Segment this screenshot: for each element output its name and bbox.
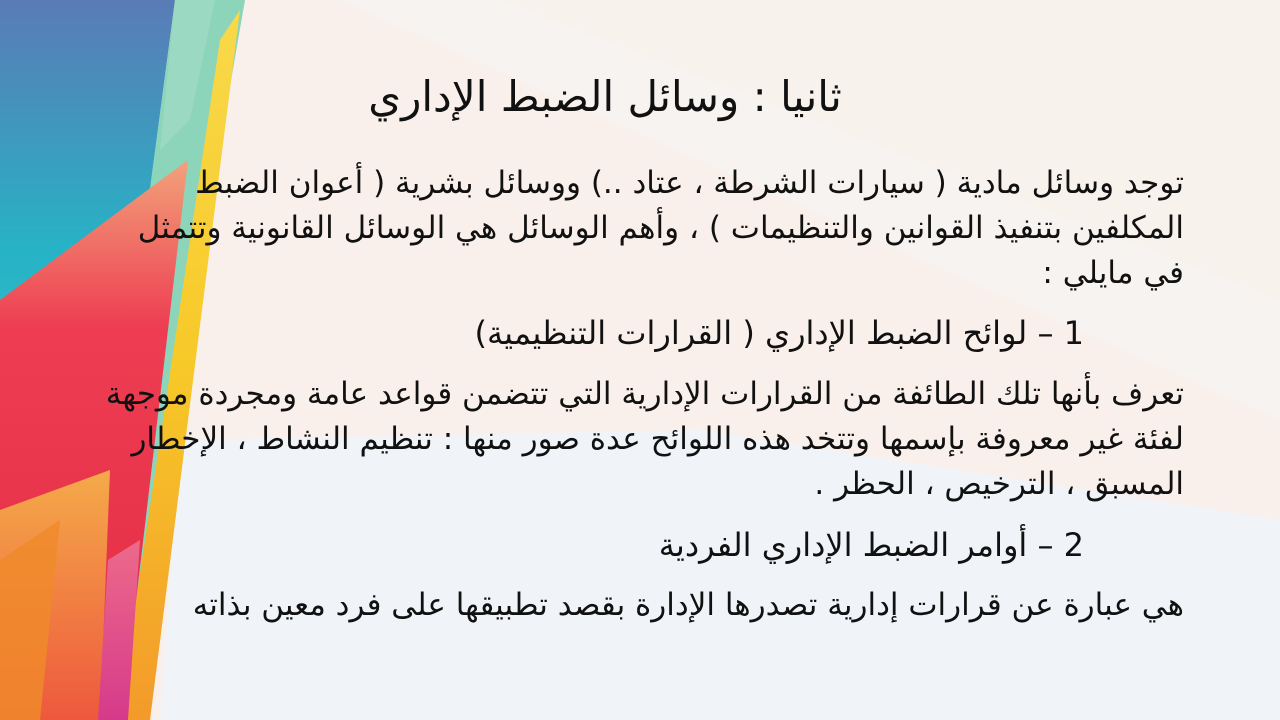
intro-paragraph: توجد وسائل مادية ( سيارات الشرطة ، عتاد ..) ووسائل بشرية ( أعوان الضبط المكلفين بتنفيذ القوانين والتنظيمات ) ، وأهم الوسائل هي الوسائل القانونية وتتمثل في مايلي : <box>137 165 1184 291</box>
individual-orders-paragraph: هي عبارة عن قرارات إدارية تصدرها الإدارة بقصد تطبيقها على فرد معين بذاته <box>192 587 1184 623</box>
slide-title: ثانيا : وسائل الضبط الإداري <box>368 72 842 121</box>
section-heading-1: 1 – لوائح الضبط الإداري ( القرارات التنظيمية) <box>474 314 1084 352</box>
definition-paragraph: تعرف بأنها تلك الطائفة من القرارات الإدارية التي تتضمن قواعد عامة ومجردة موجهة لفئة غير معروفة بإسمها وتتخد هذه اللوائح عدة صور منها : تنظيم النشاط ، الإخطار المسبق ، الترخيص ، الحظر . <box>105 376 1184 502</box>
section-heading-2: 2 – أوامر الضبط الإداري الفردية <box>658 526 1084 564</box>
